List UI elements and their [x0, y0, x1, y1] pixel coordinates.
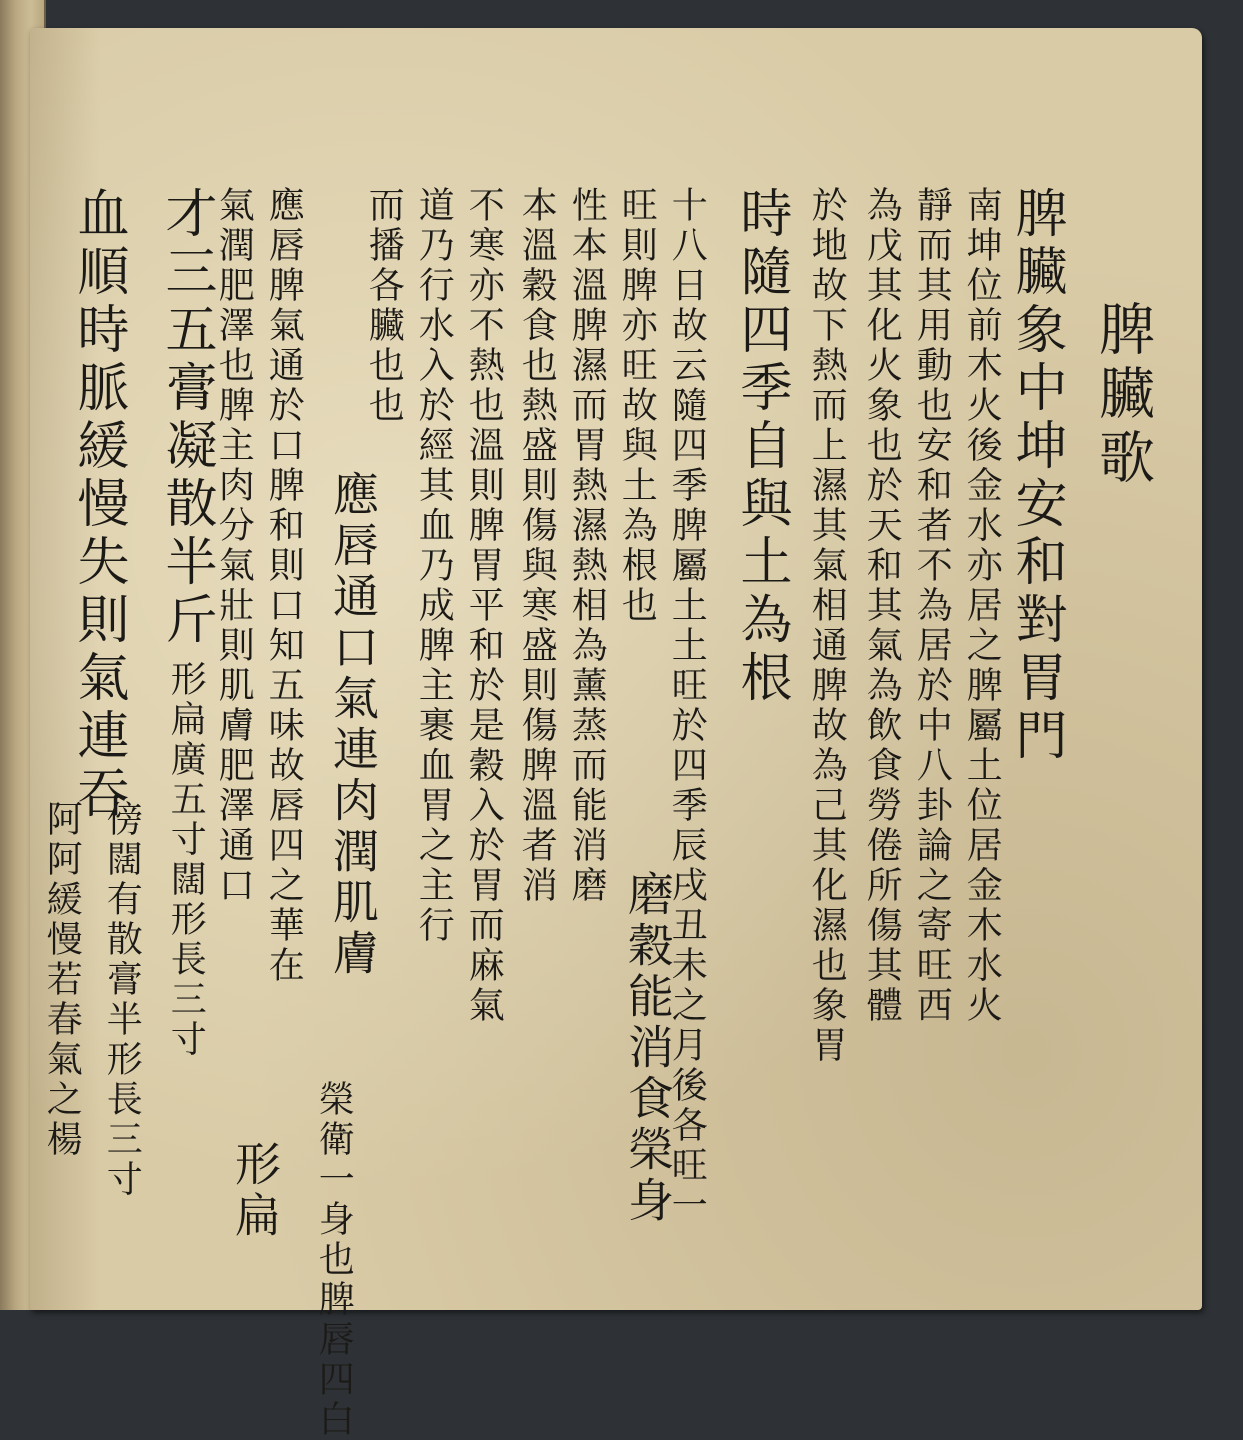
verse-line-6: 才三五膏凝散半斤	[156, 186, 216, 650]
note-column: 榮衛一身也脾唇四白	[313, 1080, 355, 1440]
note-column: 靜而其用動也安和者不為居於中八卦論之寄旺西	[911, 186, 953, 1026]
note-column: 為戊其化火象也於天和其氣為飲食勞倦所傷其體	[861, 186, 903, 1026]
note-column: 氣潤肥澤也脾主肉分氣壯則肌膚肥澤通口	[213, 186, 255, 906]
note-column: 本溫穀食也熱盛則傷與寒盛則傷脾溫者消	[516, 186, 558, 906]
verse-line-7: 血順時脈緩慢失則氣連吞	[68, 186, 128, 824]
note-column: 旺則脾亦旺故與土為根也	[616, 186, 658, 626]
page-title: 脾臟歌	[1090, 300, 1155, 492]
note-column: 於地故下熱而上濕其氣相通脾故為己其化濕也象胃	[806, 186, 848, 1066]
verse-line-5: 形扁	[228, 1140, 282, 1242]
note-column: 性本溫脾濕而胃熱濕熱相為薰蒸而能消磨	[566, 186, 608, 906]
note-column: 不寒亦不熱也溫則脾胃平和於是穀入於胃而麻氣	[463, 186, 505, 1026]
note-column: 道乃行水入於經其血乃成脾主裹血胃之主行	[413, 186, 455, 946]
note-column: 傍闊有散膏半形長三寸	[101, 800, 143, 1200]
note-column: 阿阿緩慢若春氣之楊	[41, 800, 83, 1160]
verse-line-2: 時隨四季自與土為根	[731, 186, 791, 708]
note-column: 南坤位前木火後金水亦居之脾屬土位居金木水火	[961, 186, 1003, 1026]
verse-line-4: 應唇通口氣連肉潤肌膚	[326, 470, 380, 980]
note-column: 應唇脾氣通於口脾和則口知五味故唇四之華在	[263, 186, 305, 986]
note-column: 而播各臟也也	[363, 186, 405, 426]
note-column: 形扁廣五寸闊形長三寸	[165, 660, 207, 1060]
verse-line-1: 脾臟象中坤安和對胃門	[1006, 186, 1066, 766]
note-column: 十八日故云隨四季脾屬土土旺於四季辰戌丑未之月後各旺一	[666, 186, 708, 1226]
verse-line-3: 磨穀能消食榮身	[621, 870, 675, 1227]
